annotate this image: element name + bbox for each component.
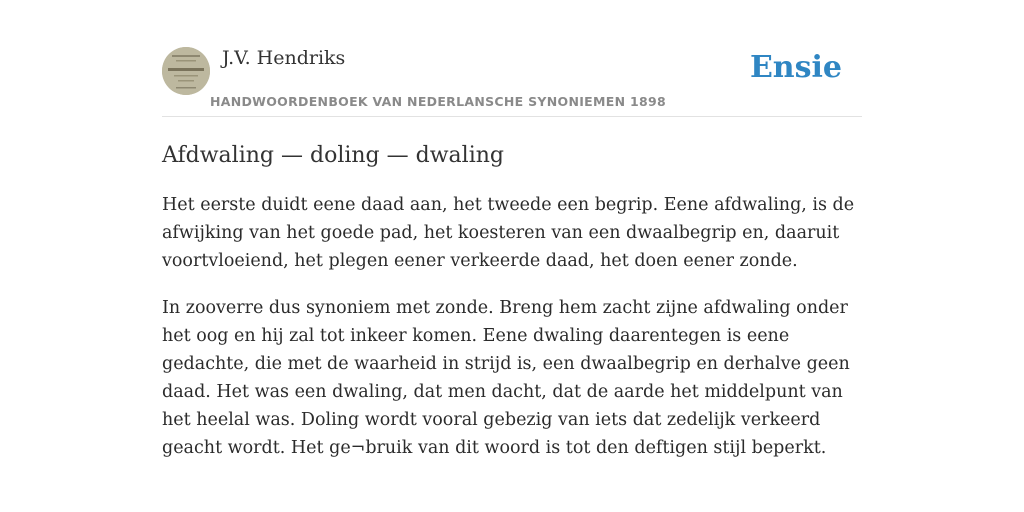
entry-title: Afdwaling — doling — dwaling [162,143,504,168]
entry-card [162,40,862,462]
entry-paragraph-1: Het eerste duidt eene daad aan, het tweede een begrip. Eene afdwaling, is de afwijking van het goede pad, het koesteren van een dwaalbegrip en, daaruit voortvloeiend, het plegen eener verkeerde daad, het doen eener zonde. [162,195,855,271]
source-title[interactable]: HANDWOORDENBOEK VAN NEDERLANSCHE SYNONIEMEN 1898 [210,94,667,109]
entry-body [162,191,862,462]
entry-header [162,40,862,117]
entry-paragraph-2: In zooverre dus synoniem met zonde. Breng hem zacht zijne afdwaling onder het oog en hij zal tot inkeer komen. Eene dwaling daarentegen is eene gedachte, die met de waarheid in strijd is, een dwaalbegrip en derhalve geen daad. Het was een dwaling, dat men dacht, dat de aarde het middelpunt van het heelal was. Doling wordt vooral gebezig van iets dat zedelijk verkeerd geacht wordt. Het ge¬bruik van dit woord is tot den deftigen stijl beperkt. [162,298,850,458]
book-cover-avatar[interactable] [162,47,210,95]
author-name[interactable]: J.V. Hendriks [222,47,346,69]
ensie-logo[interactable]: Ensie [749,50,842,85]
book-cover-icon [162,47,210,95]
